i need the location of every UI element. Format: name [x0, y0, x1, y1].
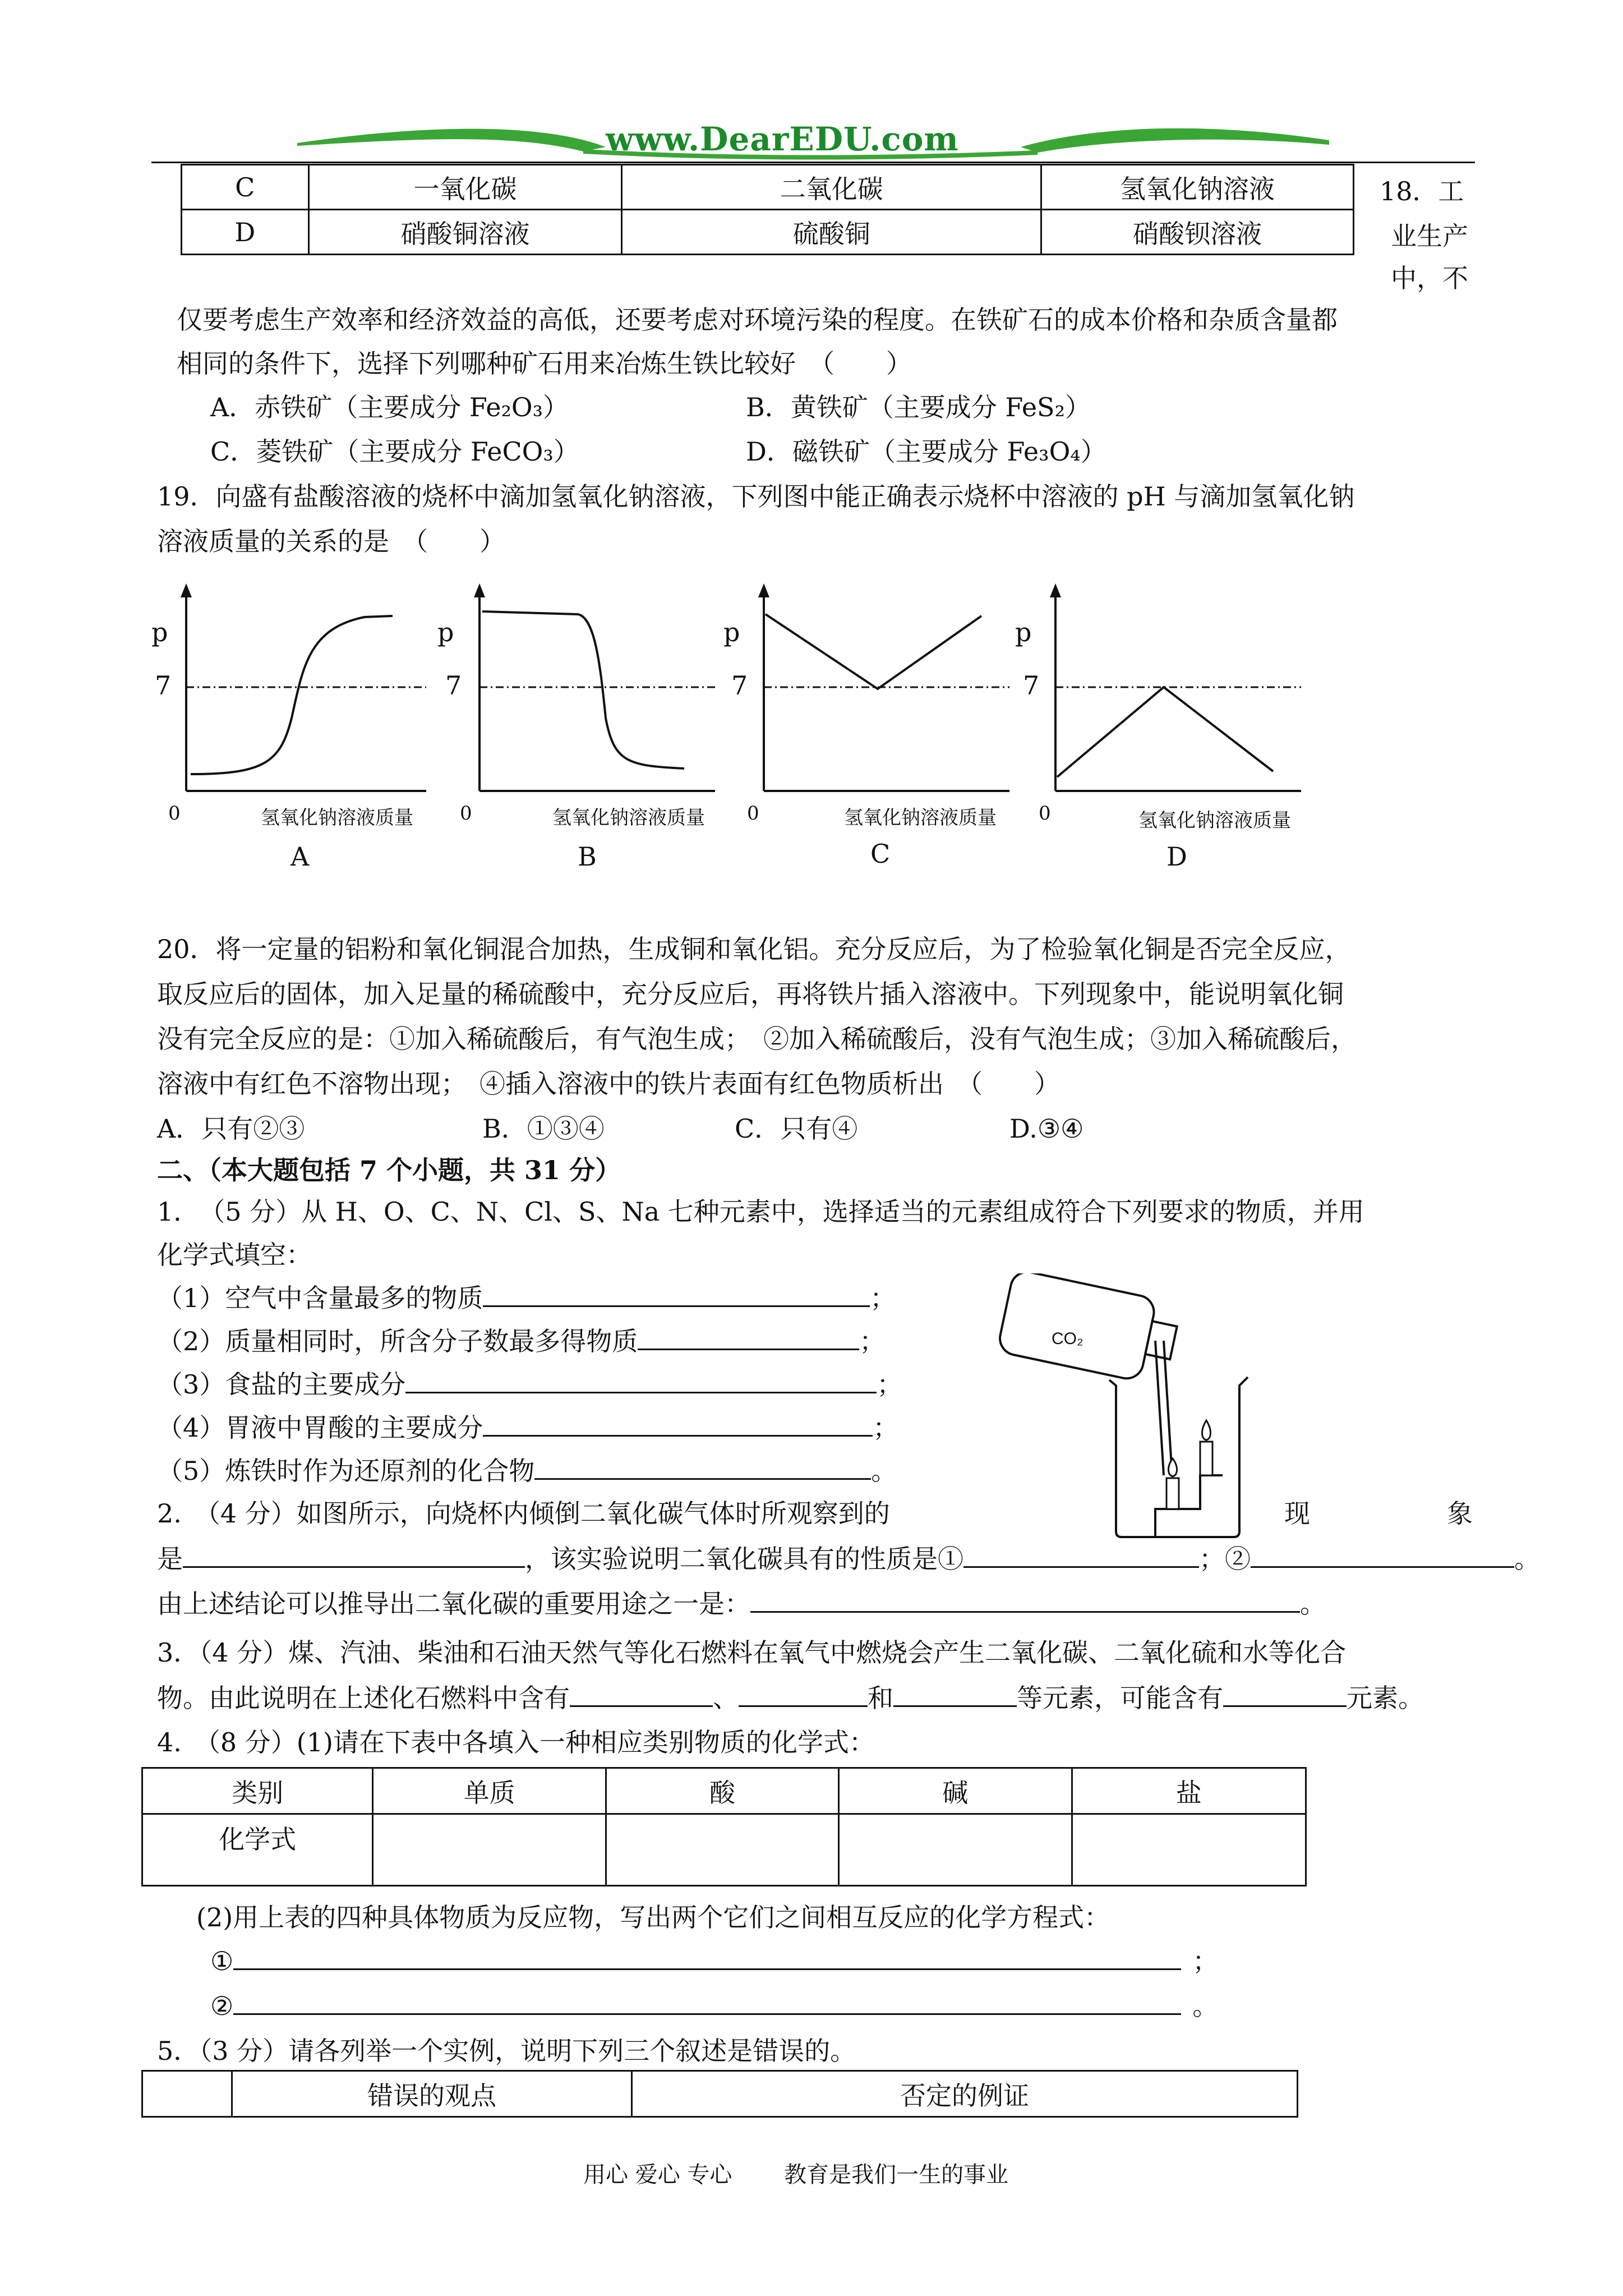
header-logo	[292, 118, 1335, 168]
s2-line1b: 现	[1284, 1498, 1310, 1529]
answer-blank[interactable]	[483, 1281, 870, 1307]
s2-line1c: 象	[1447, 1498, 1473, 1529]
s2-line1a: 2. （4 分）如图所示，向烧杯内倾倒二氧化碳气体时所观察到的	[157, 1498, 890, 1529]
q18-line2: 相同的条件下，选择下列哪种矿石用来冶炼生铁比较好 （ ）	[177, 348, 912, 379]
answer-blank[interactable]	[570, 1681, 713, 1707]
graph-c-xlabel: 氢氧化钠溶液质量	[844, 807, 997, 829]
s1-line1: 1． （5 分）从 H、O、C、N、Cl、S、Na 七种元素中，选择适当的元素组成符合下列要求的物质，并用	[157, 1197, 1364, 1227]
graph-a-label: A	[291, 841, 310, 872]
q18-option-a: A．赤铁矿（主要成分 Fe₂O₃）	[210, 392, 569, 422]
graph-d-xlabel: 氢氧化钠溶液质量	[1138, 809, 1291, 832]
s3-text: 元素。	[1347, 1683, 1424, 1713]
table-header: 盐	[1072, 1768, 1306, 1814]
s3-line1: 3．（4 分）煤、汽油、柴油和石油天然气等化石燃料在氧气中燃烧会产生二氧化碳、二氧化硫和水等化合	[157, 1637, 1347, 1668]
s3-text: 物。由此说明在上述化石燃料中含有	[157, 1683, 570, 1713]
graph-c-tick-7: 7	[731, 670, 748, 701]
graph-b-xlabel: 氢氧化钠溶液质量	[552, 807, 705, 829]
graph-a	[151, 578, 432, 881]
answer-cell[interactable]	[606, 1814, 838, 1886]
s1-item-end: ；	[877, 1369, 903, 1400]
s1-item-label: （4）胃液中胃酸的主要成分	[157, 1412, 483, 1443]
graph-d-label: D	[1166, 841, 1187, 872]
table-cell: 硝酸铜溶液	[308, 210, 622, 255]
graph-b	[437, 578, 718, 881]
table-cell: 氢氧化钠溶液	[1041, 165, 1353, 210]
section-2-title: 二、（本大题包括 7 个小题，共 31 分）	[157, 1155, 621, 1185]
s2-line3	[157, 1586, 1326, 1621]
table-row	[142, 2071, 1298, 2117]
table-row	[142, 1768, 1306, 1814]
table-header: 否定的例证	[632, 2071, 1298, 2117]
s3-line2	[157, 1681, 1424, 1715]
s1-item-end: ；	[870, 1283, 896, 1313]
s2-text: ，该实验说明二氧化碳具有的性质是①	[525, 1544, 963, 1574]
table-row	[182, 165, 1354, 210]
s2-line2	[157, 1542, 1540, 1576]
q20-line1: 20．将一定量的铝粉和氧化铜混合加热，生成铜和氧化铝。充分反应后，为了检验氧化铜是否完全反应，	[157, 934, 1351, 964]
s1-item-label: （5）炼铁时作为还原剂的化合物	[157, 1456, 535, 1486]
graph-d-tick-7: 7	[1023, 670, 1040, 701]
q18-side-2: 业生产	[1391, 221, 1468, 251]
answer-blank[interactable]	[233, 1944, 1181, 1970]
graph-c	[723, 578, 1015, 881]
s1-item-label: （1）空气中含量最多的物质	[157, 1283, 483, 1313]
s1-item-end: ；	[859, 1326, 886, 1356]
logo-text: www.DearEDU.com	[606, 120, 959, 158]
top-answer-table	[181, 164, 1354, 255]
eq-end: ；	[1192, 1946, 1219, 1976]
table-cell: 一氧化碳	[308, 165, 622, 210]
s5-line1: 5．（3 分）请各列举一个实例，说明下列三个叙述是错误的。	[157, 2036, 856, 2066]
answer-blank[interactable]	[893, 1681, 1017, 1707]
q19-line1: 19．向盛有盐酸溶液的烧杯中滴加氢氧化钠溶液，下列图中能正确表示烧杯中溶液的 pH 与滴加氢氧化钠	[157, 481, 1355, 512]
graph-b-label: B	[578, 841, 597, 872]
footer-text: 用心 爱心 专心 教育是我们一生的事业	[583, 2162, 1009, 2188]
eq-marker: ②	[210, 1991, 234, 2021]
q18-option-d: D．磁铁矿（主要成分 Fe₃O₄）	[746, 436, 1106, 467]
table-header: 错误的观点	[232, 2071, 632, 2117]
eq-marker: ①	[210, 1946, 234, 1976]
s3-text: 和	[868, 1683, 893, 1713]
table-row-label: 化学式	[142, 1814, 373, 1886]
table-header: 类别	[142, 1768, 373, 1814]
s3-text: 、	[713, 1683, 739, 1713]
s4-line2: (2)用上表的四种具体物质为反应物，写出两个它们之间相互反应的化学方程式：	[196, 1902, 1110, 1932]
s1-item-2	[157, 1324, 885, 1358]
s1-item-5	[157, 1453, 897, 1488]
q20-option-d: D.③④	[1009, 1114, 1084, 1144]
graph-a-tick-7: 7	[155, 670, 172, 701]
s2-text: 是	[157, 1544, 183, 1574]
answer-blank[interactable]	[405, 1367, 877, 1393]
answer-blank[interactable]	[739, 1681, 868, 1707]
answer-blank[interactable]	[233, 1989, 1181, 2015]
graph-b-ylabel: p	[437, 617, 454, 647]
q20-line3: 没有完全反应的是：①加入稀硫酸后，有气泡生成； ②加入稀硫酸后，没有气泡生成；③加入稀硫酸后，	[157, 1024, 1357, 1054]
table-cell: C	[182, 165, 309, 210]
q20-option-a: A．只有②③	[157, 1114, 305, 1144]
s1-item-label: （3）食盐的主要成分	[157, 1369, 406, 1400]
s1-item-1	[157, 1281, 896, 1315]
graph-c-plot	[723, 578, 1015, 813]
answer-blank[interactable]	[534, 1453, 871, 1480]
q18-side-3: 中，不	[1391, 263, 1468, 293]
table-header: 碱	[839, 1768, 1072, 1814]
q20-option-b: B．①③④	[482, 1114, 605, 1144]
s4-eq2	[210, 1989, 1218, 2023]
s2-text: 。	[1514, 1544, 1540, 1574]
s5-table	[141, 2070, 1298, 2118]
graph-a-plot	[151, 578, 432, 813]
table-row	[142, 1814, 1306, 1886]
s4-category-table	[141, 1767, 1307, 1887]
answer-blank[interactable]	[963, 1542, 1199, 1568]
q18-side-1: 18．工	[1380, 176, 1464, 206]
s3-text: 等元素，可能含有	[1017, 1683, 1223, 1713]
q20-line2: 取反应后的固体，加入足量的稀硫酸中，充分反应后，再将铁片插入溶液中。下列现象中，能说明氧化铜	[157, 979, 1344, 1009]
graph-c-ylabel: p	[723, 617, 740, 647]
graph-d-plot	[1015, 578, 1307, 813]
table-header: 酸	[606, 1768, 838, 1814]
graph-c-label: C	[870, 839, 891, 869]
table-cell: 二氧化碳	[622, 165, 1041, 210]
table-cell	[142, 2071, 232, 2117]
graph-a-xlabel: 氢氧化钠溶液质量	[261, 807, 413, 829]
s1-item-end: ；	[873, 1412, 899, 1443]
answer-cell[interactable]	[839, 1814, 1072, 1886]
graph-a-origin: 0	[168, 802, 181, 825]
graph-d-ylabel: p	[1015, 617, 1032, 647]
answer-cell[interactable]	[1072, 1814, 1306, 1886]
table-cell: D	[182, 210, 309, 255]
q20-line4: 溶液中有红色不溶物出现； ④插入溶液中的铁片表面有红色物质析出 （ ）	[157, 1069, 1060, 1099]
s1-item-end: 。	[871, 1456, 897, 1486]
graph-b-tick-7: 7	[445, 670, 462, 701]
graph-a-ylabel: p	[151, 617, 168, 647]
eq-end: 。	[1192, 1991, 1219, 2021]
q18-option-b: B．黄铁矿（主要成分 FeS₂）	[746, 392, 1091, 422]
table-cell: 硝酸钡溶液	[1041, 210, 1353, 255]
table-row	[182, 210, 1354, 255]
graph-b-plot	[437, 578, 718, 813]
graph-d-origin: 0	[1039, 802, 1051, 825]
answer-blank[interactable]	[638, 1324, 859, 1350]
answer-blank[interactable]	[483, 1410, 873, 1437]
graph-d	[1015, 578, 1307, 881]
answer-blank[interactable]	[183, 1542, 525, 1568]
table-cell: 硫酸铜	[622, 210, 1041, 255]
s1-line2: 化学式填空：	[157, 1240, 312, 1270]
answer-blank[interactable]	[1223, 1681, 1347, 1707]
s1-item-3	[157, 1367, 902, 1401]
header-rule	[151, 162, 1475, 163]
s2-text: 。	[1300, 1589, 1326, 1619]
beaker-figure-svg	[987, 1273, 1279, 1554]
q19-line2: 溶液质量的关系的是 （ ）	[157, 526, 505, 556]
s1-item-label: （2）质量相同时，所含分子数最多得物质	[157, 1326, 638, 1356]
answer-blank[interactable]	[750, 1586, 1300, 1613]
q20-option-c: C．只有④	[735, 1114, 858, 1144]
s2-text: 由上述结论可以推导出二氧化碳的重要用途之一是：	[157, 1589, 750, 1619]
s4-eq1	[210, 1944, 1218, 1978]
answer-cell[interactable]	[373, 1814, 606, 1886]
s2-text: ；②	[1199, 1544, 1251, 1574]
answer-blank[interactable]	[1251, 1542, 1514, 1568]
q18-option-c: C．菱铁矿（主要成分 FeCO₃）	[210, 436, 579, 467]
s1-item-4	[157, 1410, 898, 1444]
s4-line1: 4. （8 分）(1)请在下表中各填入一种相应类别物质的化学式：	[157, 1727, 875, 1757]
graph-b-origin: 0	[460, 802, 472, 825]
graph-c-origin: 0	[747, 802, 759, 825]
table-header: 单质	[373, 1768, 606, 1814]
q18-line1: 仅要考虑生产效率和经济效益的高低，还要考虑对环境污染的程度。在铁矿石的成本价格和杂质含量都	[177, 305, 1338, 335]
co2-beaker-figure	[987, 1273, 1279, 1554]
bottle-label: CO₂	[1052, 1329, 1083, 1348]
